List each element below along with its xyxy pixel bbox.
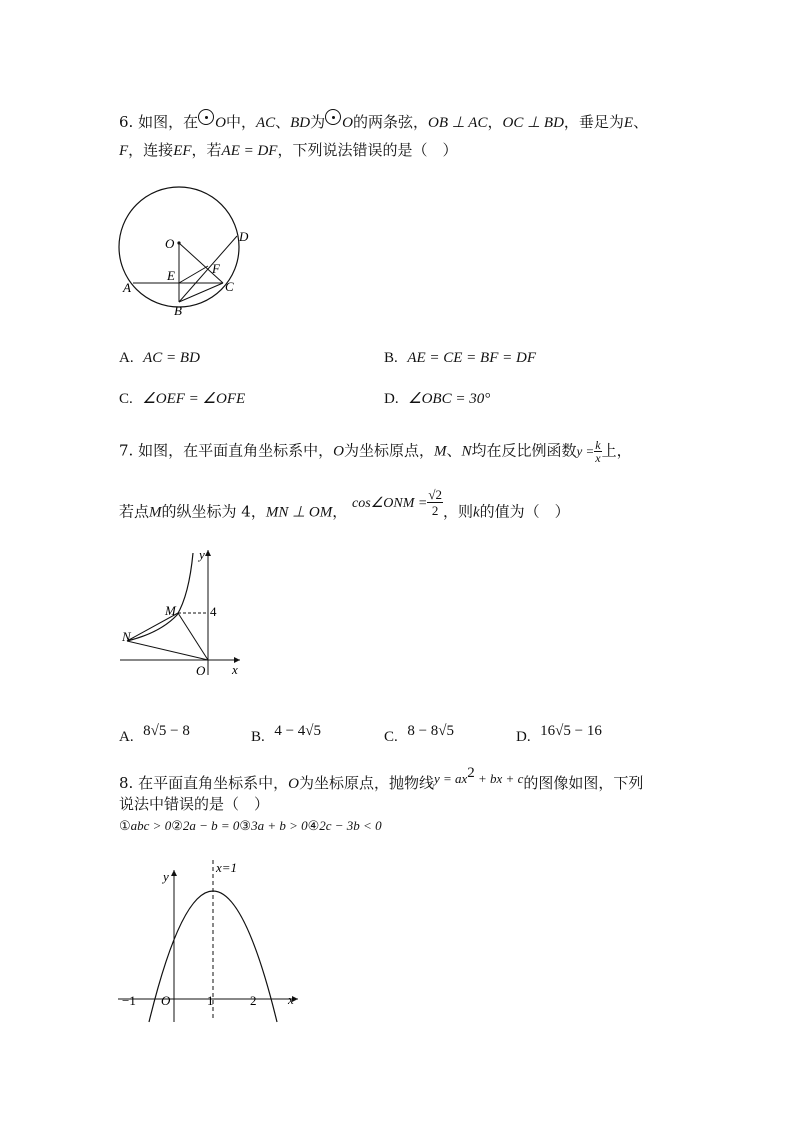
statement-expr: 2c − 3b < 0 — [319, 818, 382, 833]
segment-bc — [179, 283, 223, 302]
q6-circle-figure — [110, 180, 270, 325]
option-text: 16√5 − 16 — [540, 723, 602, 739]
q6-text: ， — [487, 113, 503, 131]
statement-expr: 3a + b > 0 — [251, 818, 308, 833]
label-minus-one: −1 — [122, 993, 136, 1008]
statement-expr: abc > 0 — [130, 818, 172, 833]
option-label: A. — [119, 729, 134, 745]
q7-math: N — [461, 443, 472, 460]
q7-fraction-sqrt2-2 — [427, 487, 443, 518]
hyperbola-curve — [127, 553, 193, 641]
frac-num: √2 — [428, 487, 442, 502]
q6-line-2 — [119, 140, 458, 161]
q6-math: BD — [290, 115, 311, 131]
option-text: ∠OBC = 30° — [408, 391, 491, 407]
q6-text: 中， — [225, 113, 256, 131]
q6-text: 的两条弦， — [353, 113, 429, 131]
q8-text: 的图像如图，下列 — [523, 774, 644, 792]
q7-coordinate-figure — [115, 545, 250, 680]
y-axis-arrow-icon — [205, 550, 211, 556]
segment-om — [178, 613, 208, 660]
label-x: x — [232, 662, 238, 677]
label-m: M — [165, 603, 176, 618]
label-e: E — [167, 268, 175, 283]
circle-dot-icon — [325, 109, 341, 125]
q7-line-2 — [119, 487, 570, 528]
q6-option-c[interactable] — [119, 388, 245, 409]
q8-parabola-figure — [110, 850, 310, 1030]
q8-text: 为坐标原点，抛物线 — [298, 774, 434, 792]
q6-math: O — [342, 115, 353, 131]
option-text: 4 − 4√5 — [274, 723, 322, 739]
q7-text: 上， — [601, 441, 632, 460]
label-d: D — [239, 229, 249, 244]
q7-fraction-k-x — [594, 439, 601, 464]
q7-math: k — [472, 504, 480, 521]
q8-line-1 — [119, 765, 644, 794]
option-text: ∠OEF = ∠OFE — [142, 391, 246, 407]
q6-math: F — [119, 143, 129, 159]
q7-text: 均在反比例函数 — [471, 441, 577, 460]
q6-option-a[interactable] — [119, 347, 200, 368]
frac-den: 2 — [431, 503, 439, 518]
option-label: C. — [119, 391, 133, 407]
q6-line-1 — [119, 109, 648, 133]
label-x: x — [288, 992, 294, 1007]
q6-math: OB ⊥ AC — [428, 115, 488, 131]
label-four: 4 — [210, 604, 217, 619]
q8-text: 说法中错误的是（ ） — [119, 795, 270, 813]
y-axis-arrow-icon — [171, 870, 177, 876]
q6-math: AE = DF — [221, 143, 278, 159]
label-n: N — [122, 629, 131, 644]
q6-text: ，若 — [191, 141, 222, 159]
label-y: y — [199, 547, 205, 562]
option-label: D. — [384, 391, 399, 407]
label-f: F — [212, 261, 220, 276]
q8-math: + bx + c — [474, 771, 524, 786]
option-text: 8 − 8√5 — [407, 723, 455, 739]
q6-math: EF — [173, 143, 192, 159]
q7-option-d[interactable] — [516, 723, 602, 747]
q6-text: ，下列说法错误的是（ ） — [277, 141, 458, 159]
q7-option-b[interactable] — [251, 723, 322, 747]
label-a: A — [123, 280, 131, 295]
label-o: O — [161, 993, 171, 1008]
statement-number: ① — [119, 819, 131, 834]
option-text: AE = CE = BF = DF — [407, 350, 536, 366]
q7-math: M — [433, 443, 447, 460]
option-text: 8√5 − 8 — [143, 723, 190, 739]
option-text: AC = BD — [143, 350, 200, 366]
q7-math: M — [149, 504, 162, 521]
q6-text: 为 — [310, 113, 326, 131]
q7-text: 7. 如图，在平面直角坐标系中， — [119, 441, 334, 460]
label-o: O — [196, 663, 206, 678]
q8-exponent: 2 — [467, 765, 475, 781]
q7-text: 的值为（ ） — [479, 502, 570, 521]
frac-den: x — [595, 451, 601, 465]
label-b: B — [174, 303, 182, 318]
q6-math: AC — [255, 115, 276, 131]
q7-option-c[interactable] — [384, 723, 455, 747]
q6-math: OC ⊥ BD — [502, 115, 564, 131]
q8-math: O — [288, 776, 299, 792]
q7-text: ，则 — [442, 502, 473, 521]
frac-num: k — [595, 438, 601, 452]
label-axis: x=1 — [216, 860, 238, 875]
option-label: D. — [516, 729, 531, 745]
q7-line-1 — [119, 439, 632, 464]
q6-text: 、 — [275, 113, 291, 131]
segment-on — [127, 641, 208, 660]
q7-math: O — [333, 443, 344, 460]
q8-math: y = ax — [433, 771, 468, 786]
q7-text: ， — [332, 502, 348, 521]
circle-dot-icon — [198, 109, 214, 125]
option-label: C. — [384, 729, 398, 745]
center-dot — [177, 241, 180, 244]
label-o: O — [165, 236, 175, 251]
label-two: 2 — [250, 993, 257, 1008]
q6-math: E — [623, 115, 634, 131]
q7-text: 、 — [446, 441, 462, 460]
q7-text: 为坐标原点， — [343, 441, 434, 460]
q7-math: cos∠ONM = — [352, 495, 428, 511]
statement-expr: 2a − b = 0 — [182, 818, 240, 833]
q6-option-d[interactable] — [384, 388, 490, 409]
statement-number: ② — [171, 819, 183, 834]
q6-text: ，连接 — [128, 141, 174, 159]
q6-text: 6. 如图，在 — [119, 113, 199, 131]
option-label: B. — [384, 350, 398, 366]
statement-number: ④ — [307, 819, 320, 834]
option-label: A. — [119, 350, 134, 366]
label-c: C — [225, 279, 234, 294]
q6-text: ，垂足为 — [563, 113, 624, 131]
label-one: 1 — [207, 993, 214, 1008]
q7-option-a[interactable] — [119, 723, 190, 747]
q6-option-b[interactable] — [384, 347, 536, 368]
q8-text: 8. 在平面直角坐标系中， — [119, 774, 289, 792]
label-y: y — [163, 869, 169, 884]
q7-math: y = — [576, 443, 595, 459]
q7-text: 若点 — [119, 502, 150, 521]
q8-line-3 — [119, 816, 382, 837]
q6-text: 、 — [633, 113, 649, 131]
q7-math: MN ⊥ OM — [265, 504, 333, 521]
option-label: B. — [251, 729, 265, 745]
q6-math: O — [215, 115, 226, 131]
q7-text: 的纵坐标为 4， — [161, 502, 266, 521]
statement-number: ③ — [239, 819, 252, 834]
q8-line-2 — [119, 794, 269, 814]
